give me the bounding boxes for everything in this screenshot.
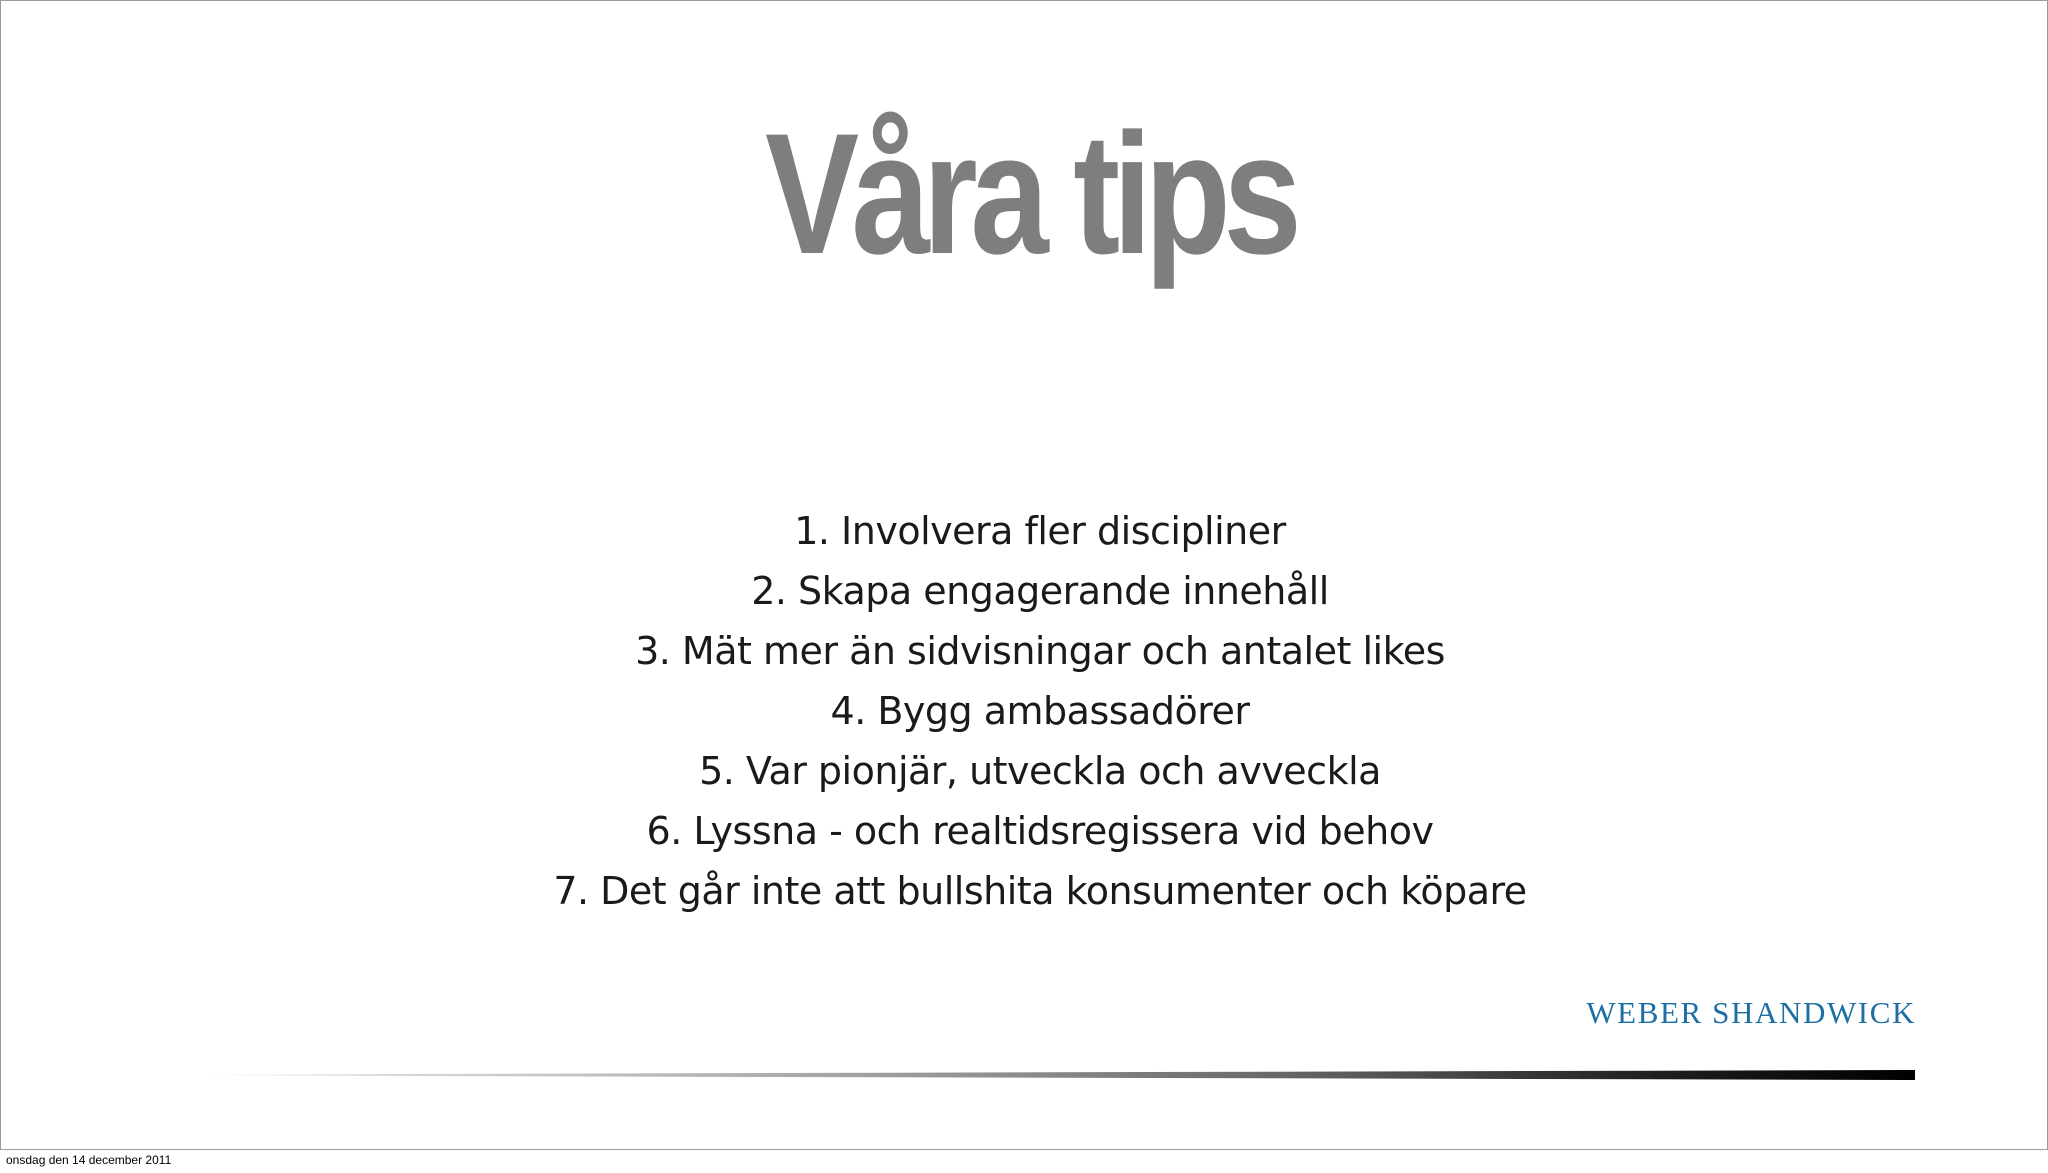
tip-item: 5. Var pionjär, utveckla och avveckla <box>699 749 1381 793</box>
tip-item: 3. Mät mer än sidvisningar och antalet likes <box>635 629 1445 673</box>
tip-item: 2. Skapa engagerande innehåll <box>751 569 1329 613</box>
tip-item: 4. Bygg ambassadörer <box>830 689 1250 733</box>
tips-list <box>1 501 2047 921</box>
footer-date: onsdag den 14 december 2011 <box>6 1153 172 1167</box>
slide-title: Våra tips <box>765 98 1295 290</box>
tip-item: 1. Involvera fler discipliner <box>794 509 1286 553</box>
gradient-divider <box>201 1070 1915 1080</box>
tip-item: 7. Det går inte att bullshita konsumenter och köpare <box>553 869 1527 913</box>
brand-logo: WEBER SHANDWICK <box>1586 995 1916 1030</box>
tip-item: 6. Lyssna - och realtidsregissera vid behov <box>646 809 1434 853</box>
